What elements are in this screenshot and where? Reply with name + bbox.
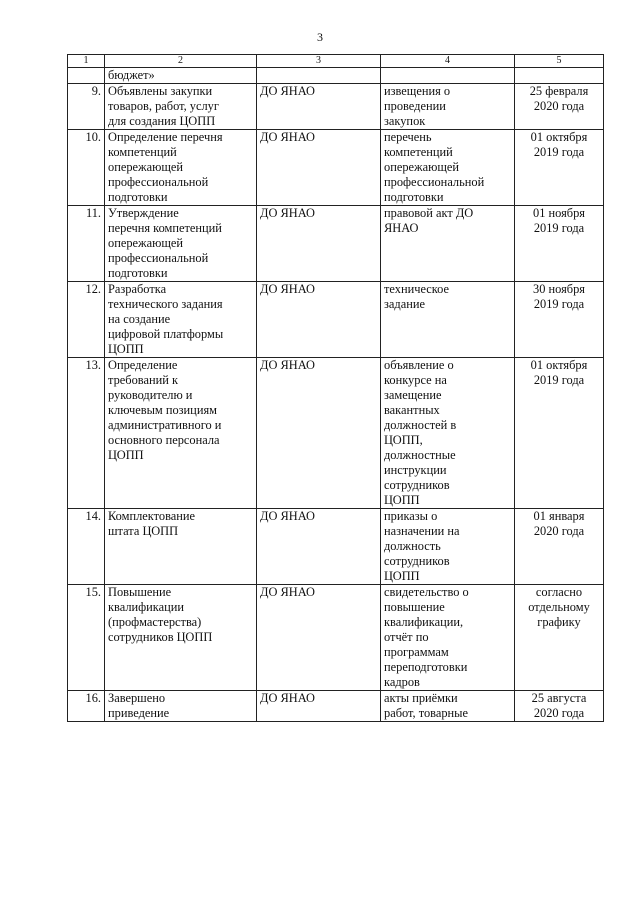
plan-table — [67, 54, 604, 722]
page-number: 3 — [317, 30, 323, 44]
cell-org — [257, 68, 381, 84]
cell-org: ДО ЯНАО — [257, 84, 381, 130]
cell-org: ДО ЯНАО — [257, 206, 381, 282]
cell-date — [515, 68, 604, 84]
continuation-row — [68, 68, 604, 84]
cell-result: техническое задание — [381, 282, 515, 358]
table-row — [68, 509, 604, 585]
cell-task: бюджет» — [105, 68, 257, 84]
cell-num: 13. — [68, 358, 105, 509]
cell-num: 16. — [68, 691, 105, 722]
cell-result: объявление о конкурсе на замещение вакантных должностей в ЦОПП, должностные инструкции сотрудников ЦОПП — [381, 358, 515, 509]
table-row — [68, 206, 604, 282]
column-number: 4 — [381, 55, 515, 68]
cell-date: согласно отдельному графику — [515, 585, 604, 691]
cell-num: 15. — [68, 585, 105, 691]
cell-result: извещения о проведении закупок — [381, 84, 515, 130]
cell-num: 14. — [68, 509, 105, 585]
cell-date: 25 февраля 2020 года — [515, 84, 604, 130]
cell-result: свидетельство о повышение квалификации, отчёт по программам переподготовки кадров — [381, 585, 515, 691]
cell-org: ДО ЯНАО — [257, 691, 381, 722]
table-row — [68, 282, 604, 358]
column-number: 3 — [257, 55, 381, 68]
cell-org: ДО ЯНАО — [257, 585, 381, 691]
cell-task: Повышение квалификации (профмастерства) сотрудников ЦОПП — [105, 585, 257, 691]
cell-org: ДО ЯНАО — [257, 358, 381, 509]
cell-task: Разработка технического задания на создание цифровой платформы ЦОПП — [105, 282, 257, 358]
cell-date: 01 января 2020 года — [515, 509, 604, 585]
cell-org: ДО ЯНАО — [257, 130, 381, 206]
cell-num: 11. — [68, 206, 105, 282]
cell-date: 01 октября 2019 года — [515, 358, 604, 509]
cell-task: Определение перечня компетенций опережающей профессиональной подготовки — [105, 130, 257, 206]
column-number-row — [68, 55, 604, 68]
cell-date: 30 ноября 2019 года — [515, 282, 604, 358]
cell-task: Объявлены закупки товаров, работ, услуг для создания ЦОПП — [105, 84, 257, 130]
table-row — [68, 130, 604, 206]
cell-org: ДО ЯНАО — [257, 282, 381, 358]
cell-result: акты приёмки работ, товарные — [381, 691, 515, 722]
column-number: 5 — [515, 55, 604, 68]
cell-date: 01 октября 2019 года — [515, 130, 604, 206]
table-row — [68, 585, 604, 691]
cell-task: Определение требований к руководителю и ключевым позициям административного и основного персонала ЦОПП — [105, 358, 257, 509]
cell-result: правовой акт ДО ЯНАО — [381, 206, 515, 282]
column-number: 2 — [105, 55, 257, 68]
table-row — [68, 358, 604, 509]
cell-task: Завершено приведение — [105, 691, 257, 722]
column-number: 1 — [68, 55, 105, 68]
table-row — [68, 691, 604, 722]
cell-result — [381, 68, 515, 84]
cell-date: 01 ноября 2019 года — [515, 206, 604, 282]
cell-result: приказы о назначении на должность сотрудников ЦОПП — [381, 509, 515, 585]
cell-num — [68, 68, 105, 84]
cell-date: 25 августа 2020 года — [515, 691, 604, 722]
cell-task: Комплектование штата ЦОПП — [105, 509, 257, 585]
cell-num: 12. — [68, 282, 105, 358]
cell-org: ДО ЯНАО — [257, 509, 381, 585]
cell-result: перечень компетенций опережающей профессиональной подготовки — [381, 130, 515, 206]
cell-num: 9. — [68, 84, 105, 130]
cell-task: Утверждение перечня компетенций опережающей профессиональной подготовки — [105, 206, 257, 282]
cell-num: 10. — [68, 130, 105, 206]
table-row — [68, 84, 604, 130]
